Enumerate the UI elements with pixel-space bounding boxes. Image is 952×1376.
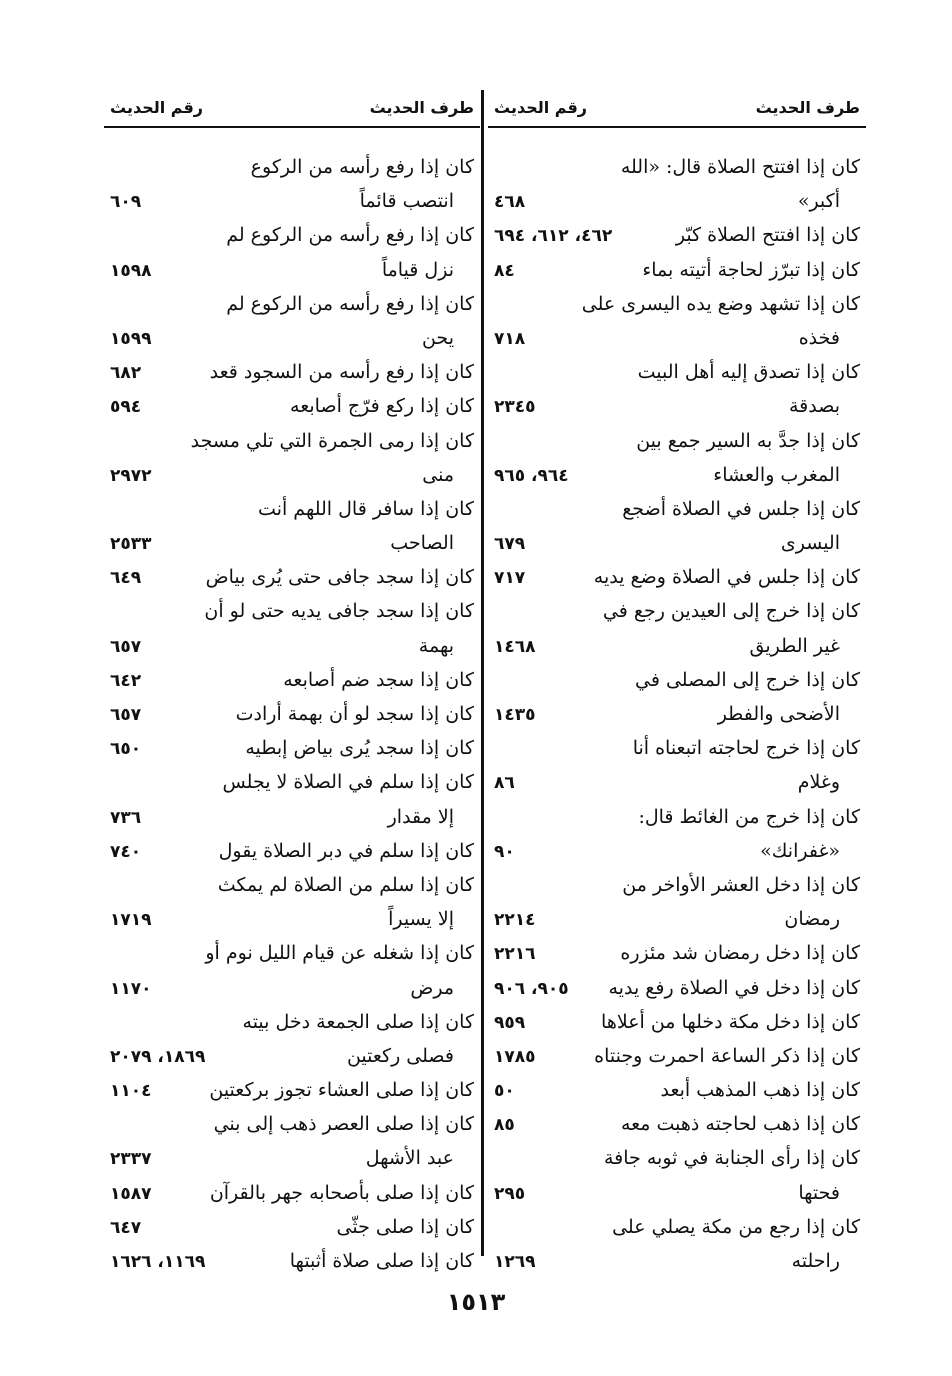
hadith-number: ١٤٣٥ bbox=[494, 705, 536, 725]
header-hadith-number: رقم الحديث bbox=[110, 98, 204, 117]
list-item bbox=[104, 733, 480, 767]
hadith-text: كان إذا سجد يُرى بياض إبطيه bbox=[245, 737, 474, 760]
right-entries bbox=[488, 152, 866, 1280]
list-item bbox=[488, 186, 866, 220]
hadith-number: ٦٤٧ bbox=[110, 1217, 142, 1238]
hadith-text: كان إذا رمى الجمرة التي تلي مسجد bbox=[190, 429, 474, 452]
list-item bbox=[488, 255, 866, 289]
list-item bbox=[488, 870, 866, 904]
hadith-text: كان إذا صلى صلاة أثبتها bbox=[289, 1250, 474, 1272]
list-item bbox=[104, 152, 480, 186]
hadith-number: ٢٢١٦ bbox=[494, 944, 536, 965]
hadith-text: كان إذا صلى جثّى bbox=[336, 1215, 474, 1238]
list-item bbox=[104, 665, 480, 699]
hadith-text: كان إذا خرج لحاجته اتبعناه أنا bbox=[632, 737, 860, 760]
hadith-text: فصلى ركعتين bbox=[346, 1044, 454, 1067]
hadith-number: ٢٣٣٧ bbox=[110, 1149, 152, 1170]
list-item bbox=[104, 1075, 480, 1109]
hadith-number: ٦٧٩ bbox=[494, 534, 526, 555]
left-column-header bbox=[104, 92, 480, 128]
hadith-number: ١٥٨٧ bbox=[110, 1183, 152, 1204]
right-column-header bbox=[488, 92, 866, 128]
hadith-text: كان إذا رفع رأسه من الركوع لم bbox=[226, 292, 474, 315]
list-item bbox=[488, 1007, 866, 1041]
hadith-number: ٤٦٢، ٦١٢، ٦٩٤ bbox=[494, 226, 613, 247]
list-item bbox=[488, 1178, 866, 1212]
hadith-text: كان إذا تشهد وضع يده اليسرى على bbox=[581, 292, 860, 315]
list-item bbox=[104, 562, 480, 596]
hadith-text: راحلته bbox=[791, 1250, 840, 1272]
hadith-text: كان إذا سجد ضم أصابعه bbox=[283, 668, 474, 691]
hadith-number: ٦٠٩ bbox=[110, 192, 142, 213]
hadith-text: كان إذا سافر قال اللهم أنت bbox=[258, 497, 474, 520]
hadith-text: كان إذا رفع رأسه من السجود قعد bbox=[209, 361, 474, 384]
hadith-text: كان إذا ركع فرّج أصابعه bbox=[290, 395, 474, 418]
hadith-text: كان إذا ذهب لحاجته ذهبت معه bbox=[620, 1113, 860, 1136]
hadith-number: ٦٨٢ bbox=[110, 363, 142, 384]
list-item bbox=[488, 665, 866, 699]
list-item bbox=[488, 357, 866, 391]
left-entries bbox=[104, 152, 480, 1280]
list-item bbox=[488, 904, 866, 938]
list-item bbox=[104, 1143, 480, 1177]
hadith-text: كان إذا رفع رأسه من الركوع bbox=[250, 156, 474, 178]
hadith-text: كان إذا رأى الجنابة في ثوبه جافة bbox=[604, 1147, 860, 1170]
hadith-text: كان إذا صلى العشاء تجوز بركعتين bbox=[209, 1079, 474, 1102]
header-hadith-text: طرف الحديث bbox=[369, 98, 474, 117]
hadith-number: ١٨٦٩، ٢٠٧٩ bbox=[110, 1046, 206, 1067]
list-item bbox=[104, 870, 480, 904]
list-item bbox=[104, 836, 480, 870]
hadith-number: ٦٥٠ bbox=[110, 739, 142, 760]
hadith-text: انتصب قائماً bbox=[359, 190, 454, 213]
list-item bbox=[488, 460, 866, 494]
hadith-text: بصدقة bbox=[788, 395, 840, 418]
list-item bbox=[488, 767, 866, 801]
hadith-number: ٧٤٠ bbox=[110, 841, 142, 862]
hadith-number: ١١٦٩، ١٦٢٦ bbox=[110, 1252, 206, 1272]
hadith-text: كان إذا جلس في الصلاة وضع يديه bbox=[593, 566, 860, 589]
header-hadith-number: رقم الحديث bbox=[494, 98, 588, 117]
hadith-text: وغلام bbox=[797, 771, 840, 794]
hadith-number: ٧٣٦ bbox=[110, 807, 142, 828]
hadith-number: ٦٤٩ bbox=[110, 568, 142, 589]
hadith-text: الأضحى والفطر bbox=[717, 703, 840, 725]
hadith-text: كان إذا ذهب المذهب أبعد bbox=[660, 1079, 860, 1102]
hadith-number: ٩٠ bbox=[494, 841, 515, 862]
hadith-text: كان إذا سلم في دبر الصلاة يقول bbox=[218, 839, 474, 862]
hadith-number: ١٥٩٩ bbox=[110, 328, 152, 349]
list-item bbox=[488, 1041, 866, 1075]
hadith-text: كان إذا خرج إلى العيدين رجع في bbox=[602, 600, 860, 623]
list-item bbox=[104, 426, 480, 460]
list-item bbox=[104, 1246, 480, 1280]
hadith-text: كان إذا سجد جافى يديه حتى لو أن bbox=[204, 600, 474, 623]
hadith-text: اليسرى bbox=[780, 532, 840, 555]
list-item bbox=[488, 152, 866, 186]
hadith-text: كان إذا افتتح الصلاة قال: «الله bbox=[620, 156, 860, 178]
hadith-number: ٦٥٧ bbox=[110, 705, 142, 725]
hadith-number: ١١٧٠ bbox=[110, 978, 152, 999]
hadith-text: بهمة bbox=[418, 634, 454, 657]
hadith-text: «غفرانك» bbox=[760, 839, 840, 862]
list-item bbox=[104, 802, 480, 836]
hadith-text: كان إذا تبرّز لحاجة أتيته بماء bbox=[642, 258, 860, 281]
list-item bbox=[488, 938, 866, 972]
list-item bbox=[104, 186, 480, 220]
hadith-text: مرض bbox=[410, 976, 454, 999]
hadith-text: الصاحب bbox=[390, 532, 454, 555]
list-item bbox=[488, 562, 866, 596]
list-item bbox=[104, 391, 480, 425]
column-divider bbox=[481, 90, 484, 1256]
list-item bbox=[488, 494, 866, 528]
hadith-number: ٧١٧ bbox=[494, 568, 526, 589]
hadith-number: ٦٥٧ bbox=[110, 636, 142, 657]
hadith-number: ٩٥٩ bbox=[494, 1012, 526, 1033]
hadith-text: كان إذا صلى بأصحابه جهر بالقرآن bbox=[209, 1181, 474, 1204]
list-item bbox=[104, 767, 480, 801]
hadith-number: ١٤٦٨ bbox=[494, 636, 536, 657]
list-item bbox=[488, 699, 866, 733]
list-item bbox=[104, 1178, 480, 1212]
hadith-text: كان إذا ذكر الساعة احمرت وجنتاه bbox=[594, 1044, 860, 1067]
list-item bbox=[104, 1007, 480, 1041]
hadith-text: كان إذا افتتح الصلاة كبّر bbox=[675, 224, 860, 247]
list-item bbox=[104, 460, 480, 494]
hadith-text: كان إذا دخل رمضان شد مئزره bbox=[620, 942, 860, 965]
list-item bbox=[488, 836, 866, 870]
list-item bbox=[488, 733, 866, 767]
hadith-number: ٨٦ bbox=[494, 773, 515, 794]
list-item bbox=[104, 289, 480, 323]
list-item bbox=[488, 1075, 866, 1109]
list-item bbox=[488, 973, 866, 1007]
list-item bbox=[104, 494, 480, 528]
hadith-number: ٢٩٧٢ bbox=[110, 465, 152, 486]
hadith-text: عبد الأشهل bbox=[365, 1147, 454, 1170]
left-column bbox=[104, 92, 480, 1280]
hadith-text: كان إذا خرج إلى المصلى في bbox=[635, 668, 860, 691]
hadith-text: المغرب والعشاء bbox=[713, 463, 840, 486]
hadith-number: ٢٢١٤ bbox=[494, 910, 536, 931]
list-item bbox=[488, 596, 866, 630]
list-item bbox=[488, 391, 866, 425]
hadith-number: ٩٠٥، ٩٠٦ bbox=[494, 978, 569, 999]
list-item bbox=[488, 1143, 866, 1177]
list-item bbox=[104, 1109, 480, 1143]
hadith-text: كان إذا دخل في الصلاة رفع يديه bbox=[608, 976, 860, 999]
list-item bbox=[104, 1041, 480, 1075]
list-item bbox=[104, 357, 480, 391]
page-number: ١٥١٣ bbox=[446, 1288, 506, 1316]
hadith-text: كان إذا دخل مكة دخلها من أعلاها bbox=[601, 1010, 860, 1033]
hadith-text: فحتها bbox=[798, 1181, 840, 1204]
hadith-number: ٥٠ bbox=[494, 1081, 515, 1102]
hadith-text: منى bbox=[422, 463, 454, 486]
hadith-number: ٧١٨ bbox=[494, 328, 526, 349]
list-item bbox=[488, 426, 866, 460]
list-item bbox=[104, 938, 480, 972]
hadith-text: كان إذا صلى الجمعة دخل بيته bbox=[242, 1010, 474, 1033]
hadith-text: كان إذا رفع رأسه من الركوع لم bbox=[226, 224, 474, 247]
list-item bbox=[104, 323, 480, 357]
list-item bbox=[488, 631, 866, 665]
list-item bbox=[488, 528, 866, 562]
list-item bbox=[104, 528, 480, 562]
list-item bbox=[104, 255, 480, 289]
hadith-text: نزل قياماً bbox=[381, 258, 454, 281]
hadith-text: كان إذا دخل العشر الأواخر من bbox=[622, 873, 860, 896]
hadith-number: ١٧٨٥ bbox=[494, 1046, 536, 1067]
hadith-text: كان إذا سلم من الصلاة لم يمكث bbox=[217, 873, 474, 896]
hadith-text: كان إذا سلم في الصلاة لا يجلس bbox=[222, 771, 474, 794]
hadith-number: ٨٤ bbox=[494, 260, 515, 281]
list-item bbox=[488, 1109, 866, 1143]
hadith-number: ٢٣٤٥ bbox=[494, 397, 536, 418]
list-item bbox=[488, 1212, 866, 1246]
hadith-text: فخذه bbox=[798, 326, 840, 349]
list-item bbox=[104, 1212, 480, 1246]
list-item bbox=[104, 973, 480, 1007]
hadith-text: كان إذا خرج من الغائط قال: bbox=[638, 805, 860, 828]
hadith-text: كان إذا صلى العصر ذهب إلى بني bbox=[213, 1113, 474, 1136]
hadith-number: ١١٠٤ bbox=[110, 1081, 152, 1102]
hadith-text: يحن bbox=[421, 326, 454, 349]
hadith-number: ٦٤٢ bbox=[110, 670, 142, 691]
list-item bbox=[104, 220, 480, 254]
hadith-text: أكبر» bbox=[797, 190, 840, 213]
hadith-text: إلا يسيراً bbox=[388, 908, 454, 931]
hadith-text: كان إذا شغله عن قيام الليل نوم أو bbox=[205, 942, 474, 965]
hadith-number: ٢٥٣٣ bbox=[110, 534, 152, 555]
list-item bbox=[488, 323, 866, 357]
hadith-number: ١٢٦٩ bbox=[494, 1252, 536, 1272]
hadith-number: ١٥٩٨ bbox=[110, 260, 152, 281]
hadith-text: كان إذا تصدق إليه أهل البيت bbox=[637, 361, 860, 384]
right-column bbox=[488, 92, 866, 1280]
hadith-text: إلا مقدار bbox=[387, 805, 454, 828]
list-item bbox=[104, 699, 480, 733]
hadith-number: ٩٦٤، ٩٦٥ bbox=[494, 465, 569, 486]
list-item bbox=[488, 289, 866, 323]
list-item bbox=[488, 802, 866, 836]
hadith-number: ٢٩٥ bbox=[494, 1183, 526, 1204]
hadith-text: كان إذا جدَّ به السير جمع بين bbox=[636, 429, 860, 452]
list-item bbox=[488, 220, 866, 254]
hadith-text: كان إذا سجد جافى حتى يُرى بياض bbox=[205, 566, 474, 589]
header-hadith-text: طرف الحديث bbox=[755, 98, 860, 117]
hadith-text: كان إذا رجع من مكة يصلي على bbox=[612, 1215, 860, 1238]
hadith-number: ٨٥ bbox=[494, 1115, 515, 1136]
list-item bbox=[488, 1246, 866, 1280]
list-item bbox=[104, 904, 480, 938]
hadith-text: غير الطريق bbox=[749, 634, 840, 657]
list-item bbox=[104, 596, 480, 630]
hadith-text: رمضان bbox=[784, 908, 840, 931]
list-item bbox=[104, 631, 480, 665]
hadith-number: ٥٩٤ bbox=[110, 397, 142, 418]
hadith-text: كان إذا سجد لو أن بهمة أرادت bbox=[235, 703, 474, 725]
hadith-text: كان إذا جلس في الصلاة أضجع bbox=[622, 497, 860, 520]
hadith-number: ١٧١٩ bbox=[110, 910, 152, 931]
hadith-number: ٤٦٨ bbox=[494, 192, 526, 213]
